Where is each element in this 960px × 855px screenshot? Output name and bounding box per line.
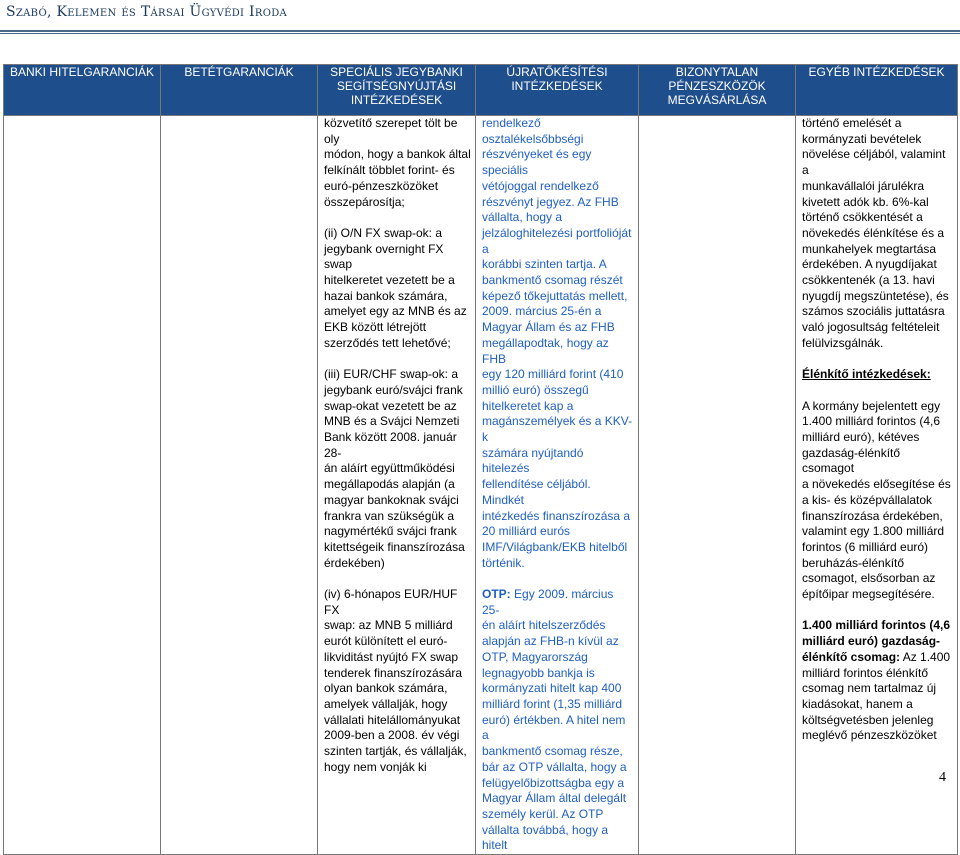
text-line: beruházás-élénkítő: [802, 555, 905, 570]
text-line: (iii) EUR/CHF swap-ok: a: [324, 367, 459, 382]
text-line: intézkedés finanszírozása a: [482, 508, 631, 523]
text-line: bankmentő csomag része,: [482, 744, 623, 759]
header-cell: [639, 65, 796, 116]
text-line: módon, hogy a bankok által: [324, 147, 471, 162]
text-line: 2009. március 25-én a: [482, 304, 602, 319]
recapitalisation-text: [476, 116, 638, 854]
table-body-row: [4, 116, 958, 855]
text-line: euró-pénzeszközöket: [324, 178, 439, 193]
paragraph-gap: [324, 571, 471, 587]
text-line: magánszemélyek és a KKV-k: [482, 414, 633, 445]
text-line: munkahelyek megtartása: [802, 241, 937, 256]
text-line: megállapodás alapján (a: [324, 477, 455, 492]
paragraph-gap: [324, 210, 471, 226]
header-label-line: PÉNZESZKÖZÖK: [668, 79, 766, 93]
text-line: hazai bankok számára,: [324, 288, 448, 303]
text-line: építőipar megsegítésére.: [802, 587, 935, 602]
text-line: közvetítő szerepet tölt be oly: [324, 116, 458, 146]
text-line: nyugdíj megszüntetése), és: [802, 288, 949, 303]
text-line: 20 milliárd eurós: [482, 524, 571, 539]
text-line: milliárd euró), kétéves: [802, 430, 920, 445]
text-line: kormányzati hitelt kap 400: [482, 681, 622, 696]
text-line: milliárd forintos élénkítő: [802, 665, 929, 680]
text-line: képező tőkejuttatás mellett,: [482, 288, 628, 303]
text-line: 2009-ben a 2008. év végi: [324, 728, 460, 743]
text-line: nagymértékű svájci frank: [324, 524, 457, 539]
header-rule: [0, 30, 960, 32]
text-line: kormányzati bevételek: [802, 131, 922, 146]
text-line: swap-okat vezetett be az: [324, 398, 457, 413]
text-line: vállalati hitelállományukat: [324, 712, 461, 727]
text-line: történő emelését a: [802, 116, 902, 130]
header-rule-thin: [0, 33, 960, 34]
text-line: swap: az MNB 5 milliárd: [324, 618, 453, 633]
text-line: A kormány bejelentett egy: [802, 398, 941, 413]
header-cell: [318, 65, 476, 116]
header-label-line: SEGÍTSÉGNYÚJTÁSI: [336, 79, 457, 93]
header-label-line: BANKI HITELGARANCIÁK: [9, 65, 155, 79]
text-line: számos szociális juttatásra: [802, 304, 945, 319]
text-line: IMF/Világbank/EKB hitelből: [482, 539, 628, 554]
text-line: részvényeket és egy speciális: [482, 147, 592, 178]
text-line: Bank között 2008. január 28-: [324, 430, 457, 460]
stimulus-package-tail: Az 1.400: [900, 649, 951, 664]
text-line: Magyar Állam által delegált: [482, 791, 627, 806]
text-line: finanszírozása érdekében,: [802, 508, 943, 523]
text-line: felügyelőbizottságba egy a: [482, 775, 625, 790]
table-header-row: [4, 65, 958, 116]
text-line: meglévő pénzeszközöket: [802, 728, 937, 743]
page-number: 4: [939, 770, 946, 785]
text-line: tenderek finanszírozására: [324, 665, 463, 680]
text-line: amelyek vállalják, hogy: [324, 696, 448, 711]
text-line: növekedés élénkítése és a: [802, 225, 945, 240]
text-line: forintos (6 milliárd euró): [802, 539, 929, 554]
text-line: osztalékelsőbbségi: [482, 131, 584, 146]
text-line: vállalta, hogy a: [482, 210, 563, 225]
text-line: szinten tartják, és vállalják,: [324, 744, 467, 759]
central-bank-text: [318, 116, 475, 775]
text-line: összepárosítja;: [324, 194, 405, 209]
text-line: csomag nem tartalmaz új: [802, 681, 937, 696]
text-line: csomagot, elsősorban az: [802, 571, 936, 586]
text-line: milliárd forint (1,35 milliárd: [482, 697, 623, 711]
text-line: vétójoggal rendelkező: [482, 178, 599, 193]
text-line: amelyet egy az MNB és az: [324, 304, 467, 319]
text-line: bankmentő csomag részét: [482, 273, 623, 288]
paragraph-gap: [324, 352, 471, 368]
header-label-line: ÚJRATŐKÉSÍTÉSI: [506, 65, 608, 79]
text-line: magyar bankoknak svájci: [324, 492, 459, 507]
text-line: legnagyobb bankja is: [482, 665, 595, 680]
text-line: EKB között létrejött: [324, 320, 427, 335]
text-line: kitettségeik finanszírozása: [324, 539, 465, 554]
text-line: 1.400 milliárd forintos (4,6: [802, 414, 941, 429]
deposit-guarantees-cell: [161, 116, 318, 855]
text-line: milliárd euró) gazdaság-: [802, 634, 941, 649]
text-line: olyan bankok számára,: [324, 681, 448, 696]
text-line: (ii) O/N FX swap-ok: a: [324, 225, 443, 240]
text-line: korábbi szinten tartja. A: [482, 257, 607, 272]
text-line: vállalta továbbá, hogy a hitelt: [482, 822, 609, 853]
text-line: való jogosultság feltételeit: [802, 320, 940, 335]
text-line: valamint egy 1.800 milliárd: [802, 524, 945, 539]
text-line: eurót különített el euró-: [324, 634, 448, 649]
text-line: hitelkeretet kap a: [482, 398, 574, 413]
asset-purchase-cell: [639, 116, 796, 855]
text-line: Magyar Állam és az FHB: [482, 320, 615, 335]
other-measures-cell: [796, 116, 958, 855]
text-line: án aláírt együttműködési: [324, 461, 455, 476]
header-label-line: SPECIÁLIS JEGYBANKI: [330, 65, 463, 79]
text-line: hogy nem vonják ki: [324, 759, 427, 774]
text-line: költségvetésben jelenleg: [802, 712, 934, 727]
text-line: szerződés tett lehetővé;: [324, 335, 451, 350]
text-line: érdekében): [324, 555, 385, 570]
text-line: megállapodtak, hogy az FHB: [482, 335, 609, 366]
bank-guarantees-cell: [4, 116, 161, 855]
header-cell: [796, 65, 958, 116]
text-line: érdekében. A nyugdíjakat: [802, 257, 937, 272]
header-label-line: MEGVÁSÁRLÁSA: [667, 93, 767, 107]
text-line: felülvizsgálnák.: [802, 335, 884, 350]
page-title: Szabó, Kelemen és Társai Ügyvédi Iroda: [6, 4, 288, 20]
header-label-line: BETÉTGARANCIÁK: [184, 65, 294, 79]
otp-first-line: Egy 2009. március 25-: [482, 587, 614, 617]
text-line: jegybank overnight FX swap: [324, 241, 444, 272]
text-line: növelése céljából, valamint a: [802, 147, 946, 178]
text-line: kiadásokat, hanem a: [802, 696, 913, 711]
text-line: MNB és a Svájci Nemzeti: [324, 414, 460, 429]
text-line: (iv) 6-hónapos EUR/HUF FX: [324, 587, 458, 617]
text-line: 1.400 milliárd forintos (4,6: [802, 618, 951, 633]
measures-table: [3, 64, 958, 855]
text-line: alapján az FHB-n kívül az: [482, 634, 619, 649]
otp-label: OTP:: [482, 587, 511, 602]
text-line: bár az OTP vállalta, hogy a: [482, 759, 627, 774]
header-label-line: INTÉZKEDÉSEK: [350, 93, 443, 107]
text-line: felkínált többlet forint- és: [324, 163, 455, 178]
central-bank-measures-cell: [318, 116, 476, 855]
stimulus-package-label: élénkítő csomag:: [802, 649, 901, 664]
text-line: a kis- és középvállalatok: [802, 492, 933, 507]
text-line: gazdaság-élénkítő csomagot: [802, 445, 901, 476]
text-line: kivetett adók kb. 6%-kal: [802, 194, 929, 209]
text-line: euró) értékben. A hitel nem a: [482, 712, 626, 743]
header-label-line: INTÉZKEDÉSEK: [511, 79, 603, 93]
other-measures-text: [796, 116, 957, 744]
text-line: likviditást nyújtó FX swap: [324, 649, 459, 664]
stimulus-heading: Élénkítő intézkedések:: [802, 367, 931, 382]
header-label-line: BIZONYTALAN: [675, 65, 759, 79]
header-label-line: EGYÉB INTÉZKEDÉSEK: [808, 65, 945, 79]
header-cell: [4, 65, 161, 116]
text-line: frankra van szükségük a: [324, 508, 455, 523]
text-line: csökkentenék (a 13. havi: [802, 273, 935, 288]
text-line: történő csökkentését a: [802, 210, 923, 225]
text-line: hitelkeretet vezetett be a: [324, 273, 455, 288]
text-line: fellendítése céljából. Mindkét: [482, 477, 591, 507]
text-line: millió euró) összegű: [482, 382, 589, 397]
text-line: OTP, Magyarország: [482, 649, 588, 664]
text-line: számára nyújtandó hitelezés: [482, 445, 584, 476]
text-line: részvényt jegyez. Az FHB: [482, 194, 619, 209]
text-line: egy 120 milliárd forint (410: [482, 367, 624, 382]
text-line: a növekedés elősegítése és: [802, 477, 951, 492]
text-line: rendelkező: [482, 116, 541, 130]
text-line: én aláírt hitelszerződés: [482, 618, 606, 633]
recapitalisation-cell: [476, 116, 639, 855]
header-cell: [476, 65, 639, 116]
header-cell: [161, 65, 318, 116]
text-line: jelzáloghitelezési portfolióját a: [482, 225, 632, 256]
text-line: személy kerül. Az OTP: [482, 806, 604, 821]
text-line: jegybank euró/svájci frank: [324, 382, 463, 397]
text-line: történik.: [482, 555, 525, 570]
text-line: munkavállalói járulékra: [802, 178, 925, 193]
